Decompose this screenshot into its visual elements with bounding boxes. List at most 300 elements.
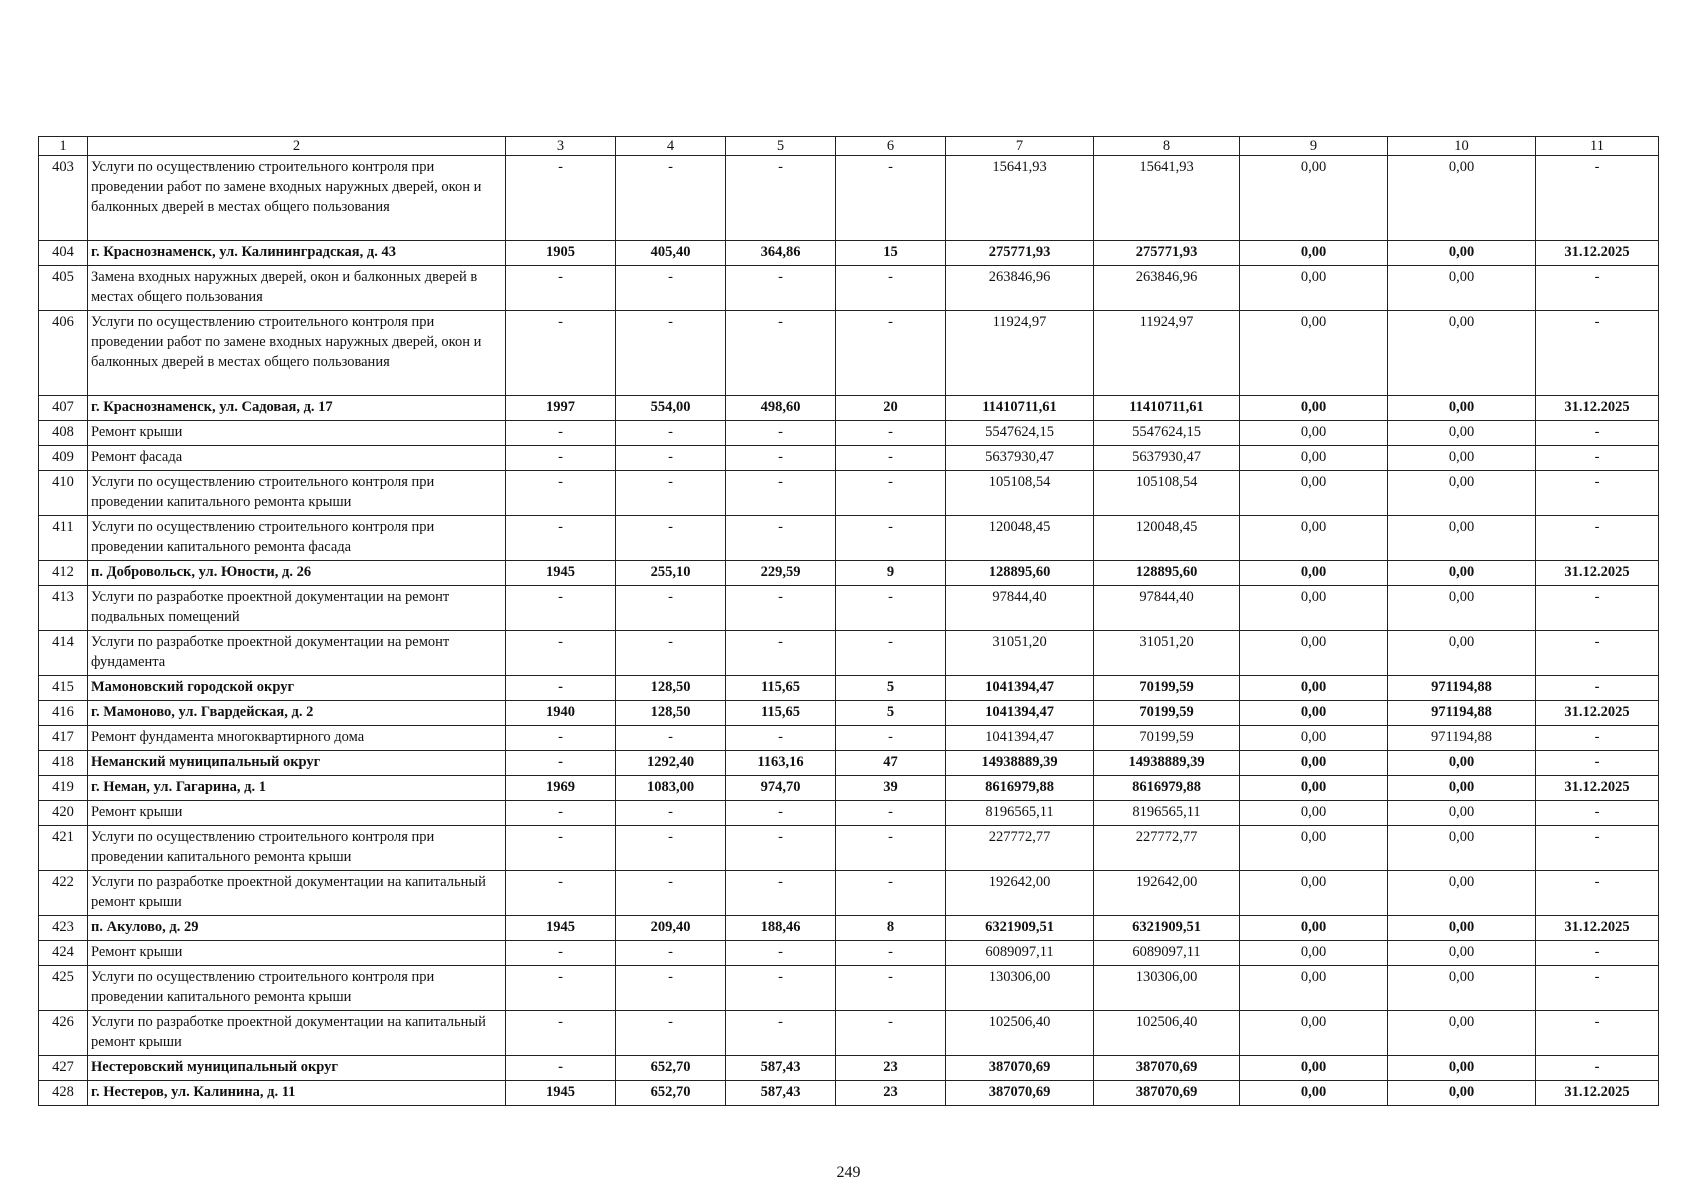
row-number: 424: [39, 941, 88, 966]
row-number: 419: [39, 776, 88, 801]
budget-cell: 0,00: [1240, 726, 1388, 751]
area-living-cell: -: [726, 266, 836, 311]
budget-cell: 0,00: [1240, 751, 1388, 776]
year-cell: -: [506, 941, 616, 966]
data-table: [38, 136, 1659, 1106]
item-name: Услуги по разработке проектной документации на ремонт фундамента: [88, 631, 506, 676]
total-cost-cell: 6089097,11: [946, 941, 1094, 966]
row-number: 416: [39, 701, 88, 726]
column-number-header: 9: [1240, 137, 1388, 156]
owners-cell: 0,00: [1388, 1056, 1536, 1081]
table-row: [39, 676, 1659, 701]
fund-cell: 387070,69: [1094, 1081, 1240, 1106]
area-total-cell: -: [616, 826, 726, 871]
item-name: п. Акулово, д. 29: [88, 916, 506, 941]
row-number: 422: [39, 871, 88, 916]
total-cost-cell: 263846,96: [946, 266, 1094, 311]
deadline-cell: -: [1536, 446, 1659, 471]
table-row: [39, 916, 1659, 941]
area-living-cell: -: [726, 826, 836, 871]
item-name: Услуги по разработке проектной документации на ремонт подвальных помещений: [88, 586, 506, 631]
budget-cell: 0,00: [1240, 516, 1388, 561]
area-living-cell: -: [726, 421, 836, 446]
owners-cell: 0,00: [1388, 776, 1536, 801]
residents-cell: -: [836, 446, 946, 471]
fund-cell: 6321909,51: [1094, 916, 1240, 941]
owners-cell: 0,00: [1388, 421, 1536, 446]
total-cost-cell: 1041394,47: [946, 726, 1094, 751]
fund-cell: 387070,69: [1094, 1056, 1240, 1081]
fund-cell: 6089097,11: [1094, 941, 1240, 966]
table-row: [39, 726, 1659, 751]
total-cost-cell: 11410711,61: [946, 396, 1094, 421]
column-number-header: 7: [946, 137, 1094, 156]
row-number: 421: [39, 826, 88, 871]
owners-cell: 0,00: [1388, 561, 1536, 586]
row-number: 418: [39, 751, 88, 776]
item-name: Услуги по осуществлению строительного контроля при проведении работ по замене входных наружных дверей, окон и балконных дверей в местах общего пользования: [88, 311, 506, 396]
area-total-cell: -: [616, 266, 726, 311]
area-total-cell: -: [616, 966, 726, 1011]
total-cost-cell: 31051,20: [946, 631, 1094, 676]
owners-cell: 0,00: [1388, 266, 1536, 311]
deadline-cell: -: [1536, 751, 1659, 776]
deadline-cell: 31.12.2025: [1536, 916, 1659, 941]
budget-cell: 0,00: [1240, 1081, 1388, 1106]
column-number-header: 3: [506, 137, 616, 156]
row-number: 427: [39, 1056, 88, 1081]
deadline-cell: -: [1536, 631, 1659, 676]
item-name: Услуги по осуществлению строительного контроля при проведении капитального ремонта крыши: [88, 966, 506, 1011]
total-cost-cell: 105108,54: [946, 471, 1094, 516]
item-name: Замена входных наружных дверей, окон и балконных дверей в местах общего пользования: [88, 266, 506, 311]
owners-cell: 0,00: [1388, 156, 1536, 241]
area-total-cell: -: [616, 156, 726, 241]
deadline-cell: -: [1536, 1011, 1659, 1056]
table-row: [39, 561, 1659, 586]
year-cell: -: [506, 1056, 616, 1081]
total-cost-cell: 387070,69: [946, 1081, 1094, 1106]
year-cell: -: [506, 446, 616, 471]
deadline-cell: -: [1536, 156, 1659, 241]
residents-cell: -: [836, 966, 946, 1011]
area-living-cell: 229,59: [726, 561, 836, 586]
fund-cell: 15641,93: [1094, 156, 1240, 241]
year-cell: -: [506, 751, 616, 776]
area-total-cell: 255,10: [616, 561, 726, 586]
column-number-header: 5: [726, 137, 836, 156]
budget-cell: 0,00: [1240, 446, 1388, 471]
item-name: г. Нестеров, ул. Калинина, д. 11: [88, 1081, 506, 1106]
item-name: г. Неман, ул. Гагарина, д. 1: [88, 776, 506, 801]
total-cost-cell: 8616979,88: [946, 776, 1094, 801]
fund-cell: 8196565,11: [1094, 801, 1240, 826]
area-living-cell: -: [726, 941, 836, 966]
fund-cell: 70199,59: [1094, 726, 1240, 751]
table-row: [39, 631, 1659, 676]
owners-cell: 971194,88: [1388, 676, 1536, 701]
header-row: [39, 137, 1659, 156]
item-name: г. Краснознаменск, ул. Калининградская, д. 43: [88, 241, 506, 266]
area-living-cell: -: [726, 871, 836, 916]
row-number: 423: [39, 916, 88, 941]
budget-cell: 0,00: [1240, 916, 1388, 941]
fund-cell: 192642,00: [1094, 871, 1240, 916]
row-number: 403: [39, 156, 88, 241]
table-row: [39, 446, 1659, 471]
area-total-cell: 652,70: [616, 1081, 726, 1106]
deadline-cell: -: [1536, 801, 1659, 826]
fund-cell: 105108,54: [1094, 471, 1240, 516]
item-name: Услуги по осуществлению строительного контроля при проведении работ по замене входных наружных дверей, окон и балконных дверей в местах общего пользования: [88, 156, 506, 241]
fund-cell: 227772,77: [1094, 826, 1240, 871]
area-living-cell: -: [726, 516, 836, 561]
table-row: [39, 966, 1659, 1011]
budget-cell: 0,00: [1240, 826, 1388, 871]
row-number: 420: [39, 801, 88, 826]
area-total-cell: -: [616, 941, 726, 966]
owners-cell: 0,00: [1388, 471, 1536, 516]
area-living-cell: -: [726, 446, 836, 471]
table-row: [39, 396, 1659, 421]
year-cell: -: [506, 586, 616, 631]
table-row: [39, 1081, 1659, 1106]
residents-cell: 39: [836, 776, 946, 801]
area-living-cell: -: [726, 311, 836, 396]
area-living-cell: -: [726, 156, 836, 241]
row-number: 413: [39, 586, 88, 631]
table-row: [39, 516, 1659, 561]
table-row: [39, 421, 1659, 446]
year-cell: 1940: [506, 701, 616, 726]
deadline-cell: 31.12.2025: [1536, 776, 1659, 801]
area-total-cell: -: [616, 586, 726, 631]
budget-cell: 0,00: [1240, 1056, 1388, 1081]
residents-cell: -: [836, 586, 946, 631]
residents-cell: 15: [836, 241, 946, 266]
fund-cell: 5547624,15: [1094, 421, 1240, 446]
deadline-cell: -: [1536, 676, 1659, 701]
area-living-cell: -: [726, 1011, 836, 1056]
row-number: 408: [39, 421, 88, 446]
item-name: п. Добровольск, ул. Юности, д. 26: [88, 561, 506, 586]
fund-cell: 97844,40: [1094, 586, 1240, 631]
residents-cell: -: [836, 826, 946, 871]
column-number-header: 4: [616, 137, 726, 156]
owners-cell: 0,00: [1388, 966, 1536, 1011]
area-total-cell: 1083,00: [616, 776, 726, 801]
fund-cell: 31051,20: [1094, 631, 1240, 676]
year-cell: -: [506, 516, 616, 561]
deadline-cell: -: [1536, 586, 1659, 631]
residents-cell: -: [836, 156, 946, 241]
year-cell: -: [506, 156, 616, 241]
year-cell: -: [506, 421, 616, 446]
budget-cell: 0,00: [1240, 701, 1388, 726]
residents-cell: 8: [836, 916, 946, 941]
area-total-cell: -: [616, 446, 726, 471]
year-cell: 1945: [506, 916, 616, 941]
owners-cell: 0,00: [1388, 241, 1536, 266]
item-name: Ремонт фасада: [88, 446, 506, 471]
total-cost-cell: 1041394,47: [946, 701, 1094, 726]
budget-cell: 0,00: [1240, 471, 1388, 516]
item-name: Ремонт крыши: [88, 801, 506, 826]
total-cost-cell: 5547624,15: [946, 421, 1094, 446]
year-cell: -: [506, 311, 616, 396]
table-row: [39, 471, 1659, 516]
row-number: 410: [39, 471, 88, 516]
owners-cell: 0,00: [1388, 1081, 1536, 1106]
row-number: 425: [39, 966, 88, 1011]
total-cost-cell: 102506,40: [946, 1011, 1094, 1056]
deadline-cell: -: [1536, 726, 1659, 751]
table-row: [39, 266, 1659, 311]
deadline-cell: -: [1536, 966, 1659, 1011]
total-cost-cell: 192642,00: [946, 871, 1094, 916]
owners-cell: 0,00: [1388, 916, 1536, 941]
item-name: Услуги по разработке проектной документации на капитальный ремонт крыши: [88, 871, 506, 916]
deadline-cell: 31.12.2025: [1536, 561, 1659, 586]
fund-cell: 5637930,47: [1094, 446, 1240, 471]
owners-cell: 0,00: [1388, 631, 1536, 676]
owners-cell: 0,00: [1388, 826, 1536, 871]
fund-cell: 102506,40: [1094, 1011, 1240, 1056]
area-living-cell: 115,65: [726, 676, 836, 701]
deadline-cell: -: [1536, 871, 1659, 916]
total-cost-cell: 1041394,47: [946, 676, 1094, 701]
year-cell: -: [506, 826, 616, 871]
owners-cell: 0,00: [1388, 446, 1536, 471]
deadline-cell: -: [1536, 826, 1659, 871]
row-number: 406: [39, 311, 88, 396]
row-number: 411: [39, 516, 88, 561]
table-row: [39, 776, 1659, 801]
year-cell: -: [506, 1011, 616, 1056]
budget-cell: 0,00: [1240, 776, 1388, 801]
owners-cell: 0,00: [1388, 311, 1536, 396]
total-cost-cell: 97844,40: [946, 586, 1094, 631]
table-row: [39, 871, 1659, 916]
item-name: Услуги по разработке проектной документации на капитальный ремонт крыши: [88, 1011, 506, 1056]
deadline-cell: -: [1536, 311, 1659, 396]
budget-cell: 0,00: [1240, 396, 1388, 421]
table-row: [39, 701, 1659, 726]
fund-cell: 11410711,61: [1094, 396, 1240, 421]
table-row: [39, 801, 1659, 826]
owners-cell: 0,00: [1388, 941, 1536, 966]
item-name: Ремонт крыши: [88, 941, 506, 966]
residents-cell: -: [836, 421, 946, 446]
row-number: 428: [39, 1081, 88, 1106]
total-cost-cell: 387070,69: [946, 1056, 1094, 1081]
column-number-header: 6: [836, 137, 946, 156]
total-cost-cell: 6321909,51: [946, 916, 1094, 941]
area-living-cell: -: [726, 966, 836, 1011]
column-number-header: 8: [1094, 137, 1240, 156]
table-row: [39, 311, 1659, 396]
item-name: г. Краснознаменск, ул. Садовая, д. 17: [88, 396, 506, 421]
owners-cell: 0,00: [1388, 586, 1536, 631]
year-cell: 1969: [506, 776, 616, 801]
year-cell: 1945: [506, 561, 616, 586]
budget-cell: 0,00: [1240, 631, 1388, 676]
table-row: [39, 156, 1659, 241]
fund-cell: 70199,59: [1094, 676, 1240, 701]
fund-cell: 275771,93: [1094, 241, 1240, 266]
row-number: 414: [39, 631, 88, 676]
residents-cell: 5: [836, 701, 946, 726]
owners-cell: 0,00: [1388, 516, 1536, 561]
total-cost-cell: 15641,93: [946, 156, 1094, 241]
residents-cell: 20: [836, 396, 946, 421]
budget-cell: 0,00: [1240, 941, 1388, 966]
deadline-cell: 31.12.2025: [1536, 396, 1659, 421]
item-name: г. Мамоново, ул. Гвардейская, д. 2: [88, 701, 506, 726]
area-total-cell: 405,40: [616, 241, 726, 266]
year-cell: -: [506, 631, 616, 676]
residents-cell: -: [836, 871, 946, 916]
total-cost-cell: 128895,60: [946, 561, 1094, 586]
total-cost-cell: 8196565,11: [946, 801, 1094, 826]
item-name: Ремонт крыши: [88, 421, 506, 446]
page-number: 249: [836, 1164, 861, 1181]
item-name: Услуги по осуществлению строительного контроля при проведении капитального ремонта крыши: [88, 471, 506, 516]
owners-cell: 0,00: [1388, 801, 1536, 826]
residents-cell: 23: [836, 1056, 946, 1081]
row-number: 415: [39, 676, 88, 701]
owners-cell: 971194,88: [1388, 701, 1536, 726]
year-cell: -: [506, 471, 616, 516]
item-name: Услуги по осуществлению строительного контроля при проведении капитального ремонта фасада: [88, 516, 506, 561]
budget-cell: 0,00: [1240, 871, 1388, 916]
total-cost-cell: 275771,93: [946, 241, 1094, 266]
fund-cell: 130306,00: [1094, 966, 1240, 1011]
residents-cell: -: [836, 471, 946, 516]
table-row: [39, 1056, 1659, 1081]
year-cell: -: [506, 871, 616, 916]
deadline-cell: -: [1536, 941, 1659, 966]
residents-cell: -: [836, 801, 946, 826]
area-total-cell: -: [616, 421, 726, 446]
total-cost-cell: 5637930,47: [946, 446, 1094, 471]
column-number-header: 1: [39, 137, 88, 156]
area-living-cell: -: [726, 471, 836, 516]
residents-cell: -: [836, 1011, 946, 1056]
area-living-cell: -: [726, 801, 836, 826]
owners-cell: 0,00: [1388, 871, 1536, 916]
deadline-cell: 31.12.2025: [1536, 1081, 1659, 1106]
budget-cell: 0,00: [1240, 421, 1388, 446]
fund-cell: 120048,45: [1094, 516, 1240, 561]
table-row: [39, 586, 1659, 631]
item-name: Неманский муниципальный округ: [88, 751, 506, 776]
item-name: Услуги по осуществлению строительного контроля при проведении капитального ремонта крыши: [88, 826, 506, 871]
row-number: 405: [39, 266, 88, 311]
area-living-cell: -: [726, 586, 836, 631]
fund-cell: 11924,97: [1094, 311, 1240, 396]
area-total-cell: 128,50: [616, 701, 726, 726]
budget-cell: 0,00: [1240, 266, 1388, 311]
area-total-cell: 1292,40: [616, 751, 726, 776]
area-total-cell: -: [616, 311, 726, 396]
row-number: 417: [39, 726, 88, 751]
table-row: [39, 1011, 1659, 1056]
area-living-cell: 587,43: [726, 1056, 836, 1081]
residents-cell: -: [836, 941, 946, 966]
row-number: 412: [39, 561, 88, 586]
deadline-cell: -: [1536, 471, 1659, 516]
row-number: 426: [39, 1011, 88, 1056]
total-cost-cell: 227772,77: [946, 826, 1094, 871]
budget-cell: 0,00: [1240, 156, 1388, 241]
owners-cell: 0,00: [1388, 1011, 1536, 1056]
table-row: [39, 826, 1659, 871]
residents-cell: -: [836, 266, 946, 311]
row-number: 407: [39, 396, 88, 421]
deadline-cell: -: [1536, 516, 1659, 561]
deadline-cell: 31.12.2025: [1536, 241, 1659, 266]
residents-cell: 47: [836, 751, 946, 776]
year-cell: -: [506, 801, 616, 826]
table-row: [39, 751, 1659, 776]
area-total-cell: -: [616, 516, 726, 561]
year-cell: 1945: [506, 1081, 616, 1106]
residents-cell: -: [836, 726, 946, 751]
area-living-cell: 115,65: [726, 701, 836, 726]
deadline-cell: -: [1536, 421, 1659, 446]
budget-cell: 0,00: [1240, 801, 1388, 826]
year-cell: 1997: [506, 396, 616, 421]
area-living-cell: 974,70: [726, 776, 836, 801]
deadline-cell: -: [1536, 1056, 1659, 1081]
area-total-cell: -: [616, 471, 726, 516]
area-total-cell: -: [616, 631, 726, 676]
area-living-cell: 1163,16: [726, 751, 836, 776]
fund-cell: 14938889,39: [1094, 751, 1240, 776]
table-row: [39, 241, 1659, 266]
area-total-cell: -: [616, 1011, 726, 1056]
fund-cell: 263846,96: [1094, 266, 1240, 311]
residents-cell: 5: [836, 676, 946, 701]
year-cell: -: [506, 726, 616, 751]
area-total-cell: -: [616, 726, 726, 751]
area-living-cell: 364,86: [726, 241, 836, 266]
budget-cell: 0,00: [1240, 586, 1388, 631]
area-total-cell: 554,00: [616, 396, 726, 421]
owners-cell: 0,00: [1388, 396, 1536, 421]
fund-cell: 8616979,88: [1094, 776, 1240, 801]
year-cell: -: [506, 966, 616, 1011]
year-cell: -: [506, 266, 616, 311]
table-row: [39, 941, 1659, 966]
total-cost-cell: 11924,97: [946, 311, 1094, 396]
row-number: 404: [39, 241, 88, 266]
budget-cell: 0,00: [1240, 241, 1388, 266]
budget-cell: 0,00: [1240, 561, 1388, 586]
deadline-cell: -: [1536, 266, 1659, 311]
item-name: Ремонт фундамента многоквартирного дома: [88, 726, 506, 751]
area-total-cell: 209,40: [616, 916, 726, 941]
row-number: 409: [39, 446, 88, 471]
area-living-cell: -: [726, 631, 836, 676]
budget-cell: 0,00: [1240, 1011, 1388, 1056]
total-cost-cell: 120048,45: [946, 516, 1094, 561]
area-total-cell: -: [616, 871, 726, 916]
owners-cell: 971194,88: [1388, 726, 1536, 751]
residents-cell: -: [836, 516, 946, 561]
residents-cell: 9: [836, 561, 946, 586]
